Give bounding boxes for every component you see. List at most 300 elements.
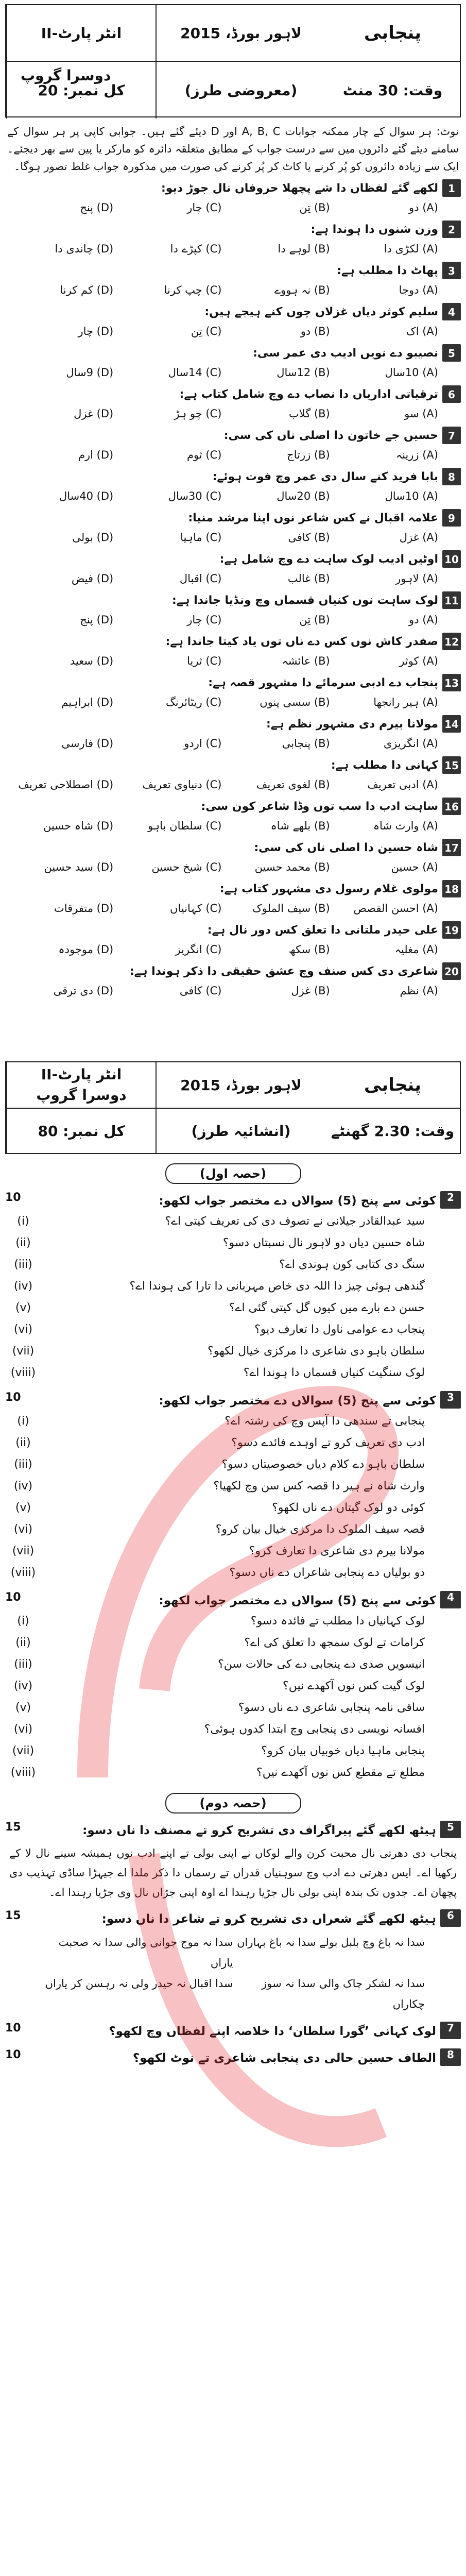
total-marks-label-2: کل نمبر: 80	[38, 1122, 125, 1140]
mcq-option[interactable]: (B) غالب	[287, 572, 330, 585]
mcq-options	[5, 900, 438, 917]
mcq-option[interactable]: (B) کافی	[288, 531, 330, 544]
sub-question	[5, 1562, 425, 1584]
sub-question-text: سلطان باہو دے کلام دیاں خصوصیتاں دسو؟	[221, 1458, 425, 1471]
mcq-item	[5, 962, 461, 999]
mcq-item	[5, 221, 461, 258]
mcq-number: 12	[442, 633, 461, 650]
sub-question	[5, 1519, 425, 1540]
sub-question	[5, 1719, 425, 1740]
mcq-body	[5, 798, 438, 835]
mcq-option[interactable]: (D) سید حسین	[44, 861, 114, 873]
sub-question	[5, 1319, 425, 1341]
mcq-item	[5, 262, 461, 299]
mcq-option[interactable]: (D) چاندی دا	[55, 243, 114, 255]
mcq-number: 4	[442, 303, 461, 320]
mcq-option[interactable]: (D) فیض	[71, 572, 114, 585]
mcq-item	[5, 179, 461, 216]
class-label-2	[7, 1062, 156, 1109]
mcq-item	[5, 427, 461, 464]
sub-question	[5, 1454, 425, 1476]
mcq-item	[5, 550, 461, 587]
objective-header	[5, 4, 461, 117]
sub-question-number: (vii)	[12, 1345, 34, 1358]
mcq-option[interactable]: (C) چو ہڑ	[174, 408, 222, 420]
sub-question	[5, 1341, 425, 1362]
mcq-item	[5, 633, 461, 670]
board-box	[156, 5, 325, 118]
question-4	[5, 1591, 461, 1784]
mcq-question: لوک ساہت نوں کنیاں قسماں وچ ونڈیا جاندا ہے:	[171, 594, 438, 607]
mcq-number: 5	[442, 344, 461, 362]
mcq-number: 2	[442, 221, 461, 238]
mcq-option[interactable]: (B) سکھ	[288, 943, 330, 956]
mcq-item	[5, 715, 461, 752]
mcq-option[interactable]: (C) کافی	[179, 985, 222, 997]
mcq-question: حسیں جے خاتون دا اصلی ناں کی سی:	[223, 429, 438, 442]
mcq-question: کہانی دا مطلب ہے:	[331, 759, 438, 772]
mcq-option[interactable]: (B) تِن	[299, 614, 330, 626]
sub-question-text: شاہ حسین دیاں دو لاہور نال نسبتاں دسو؟	[222, 1236, 425, 1249]
class-group-box-2	[6, 1062, 156, 1153]
mcq-number: 10	[442, 550, 461, 568]
class-label: انٹر پارٹ-II	[7, 5, 156, 62]
mcq-option[interactable]: (B) عائشہ	[282, 655, 330, 667]
mcq-body	[5, 179, 438, 216]
question-text: ہیٹھ لکھے گئے پیراگراف دی تشریح کرو تے مصنف دا ناں دسو:	[82, 1824, 436, 1837]
mcq-question: پنجاب دے ادبی سرمائے دا مشہور قصہ ہے:	[208, 676, 438, 689]
sub-question-number: (vii)	[12, 1545, 34, 1557]
sub-question-number: (iv)	[13, 1280, 33, 1293]
exam-page	[5, 4, 461, 2068]
mcq-number: 9	[442, 509, 461, 527]
board-year-label: لاہور بورڈ، 2015	[157, 5, 325, 62]
mcq-number: 19	[442, 921, 461, 939]
sub-question-text: لوک کہانیاں دا مطلب تے فائدہ دسو؟	[250, 1615, 425, 1628]
sub-question-text: افسانہ نویسی دی پنجابی وچ ابتدا کدوں ہوئی؟	[204, 1723, 425, 1736]
sub-question	[5, 1476, 425, 1497]
sub-question-number: (viii)	[10, 1566, 36, 1579]
mcq-number: 6	[442, 385, 461, 403]
sub-question-text: پنجاب دے عوامی ناول دا تعارف دیو؟	[254, 1323, 425, 1336]
question-heading	[5, 1391, 461, 1411]
sub-question	[5, 1411, 425, 1432]
mcq-item	[5, 839, 461, 876]
mcq-question: لکھے گئے لفظاں دا شے پچھلا حروفاں نال جوڑ دیو:	[161, 182, 438, 195]
subject-box	[325, 5, 460, 118]
question-text: الطاف حسین حالی دی پنجابی شاعری تے نوٹ لکھو؟	[132, 2052, 436, 2065]
question-number: 2	[440, 1191, 461, 1209]
question-marks: 10	[5, 1191, 21, 1204]
section-one-title: (حصہ اول)	[165, 1163, 301, 1184]
mcq-option[interactable]: (D) بولی	[72, 531, 114, 544]
mcq-body	[5, 262, 438, 299]
mcq-number: 3	[442, 262, 461, 279]
mcq-options	[5, 240, 438, 258]
mcq-option[interactable]: (B) گلاب	[288, 408, 330, 420]
sub-question-text: سید عبدالقادر جیلانی نے تصوف دی کی تعریف کیتی اے؟	[165, 1215, 425, 1228]
mcq-option[interactable]: (D) 9سال	[66, 366, 114, 379]
mcq-options	[5, 364, 438, 381]
board-box-2	[156, 1062, 325, 1153]
sub-question-text: سلطان باہو دی شاعری دا مرکزی خیال لکھو؟	[208, 1345, 425, 1358]
mcq-number: 11	[442, 591, 461, 609]
mcq-option[interactable]: (A) احسن القصص	[353, 902, 438, 914]
mcq-option[interactable]: (D) دی ترقی	[53, 985, 114, 997]
mcq-item	[5, 921, 461, 958]
sub-question-text: پنجابی تے سندھی دا آپس وچ کی رشتہ اے؟	[225, 1415, 425, 1428]
mcq-option[interactable]: (B) سسی پنوں	[260, 696, 330, 708]
mcq-option[interactable]: (D) فارسی	[61, 737, 114, 750]
mcq-number: 20	[442, 962, 461, 980]
mcq-option[interactable]: (D) اصطلاحی تعریف	[18, 778, 114, 791]
mcq-question: ساہت ادب دا سب توں وڈا شاعر کون سی:	[201, 800, 438, 813]
sub-question-number: (ii)	[15, 1236, 31, 1249]
mcq-number: 14	[442, 715, 461, 733]
sub-question	[5, 1362, 425, 1384]
total-marks-label: کل نمبر: 20	[38, 81, 125, 99]
sub-question-number: (viii)	[10, 1766, 36, 1779]
mcq-option[interactable]: (A) نظم	[400, 985, 438, 997]
mcq-option[interactable]: (B) 20سال	[277, 490, 330, 502]
mcq-question: شاعری دی کس صنف وچ عشق حقیقی دا ذکر ہوندا ہے:	[129, 965, 438, 978]
mcq-option[interactable]: (D) متفرقات	[54, 902, 114, 914]
mcq-body	[5, 756, 438, 793]
sub-question	[5, 1497, 425, 1519]
mcq-option[interactable]: (A) ادبی تعریف	[367, 778, 438, 791]
mcq-option[interactable]: (C) سلطان باہو	[148, 820, 222, 832]
mcq-item	[5, 756, 461, 793]
question-heading	[5, 1591, 461, 1611]
sub-question	[5, 1675, 425, 1697]
mcq-option[interactable]: (C) اقبال	[179, 572, 222, 585]
question-number: 7	[440, 2022, 461, 2039]
mcq-question: مولوی غلام رسول دی مشہور کتاب ہے:	[219, 883, 438, 895]
time-label: وقت: 30 منٹ	[342, 81, 443, 99]
question-marks: 10	[5, 1391, 21, 1404]
mcq-options	[5, 199, 438, 216]
mcq-option[interactable]: (D) ارم	[78, 449, 114, 461]
mcq-option[interactable]: (B) تِن	[299, 201, 330, 214]
mcq-option[interactable]: (C) تِن	[191, 325, 222, 337]
mcq-options	[5, 652, 438, 670]
mcq-options	[5, 487, 438, 505]
sub-question-text: پنجابی ماہیا دیاں خوبیاں بیان کرو؟	[261, 1744, 425, 1757]
mcq-option[interactable]: (A) کوثر	[399, 655, 438, 667]
poem-line: سدا اقبال نہ حیدر ولی نہ رہسن کر یاراں	[45, 1977, 233, 1990]
sub-question-number: (vii)	[12, 1744, 34, 1757]
mcq-body	[5, 344, 438, 381]
mcq-option[interactable]: (D) 40سال	[59, 490, 114, 502]
mcq-option[interactable]: (C) 30سال	[168, 490, 222, 502]
mcq-question: صفدر کاش نوں کس دے ناں توں یاد کیتا جاندا ہے:	[165, 635, 438, 648]
mcq-number: 7	[442, 427, 461, 444]
mcq-option[interactable]: (D) شاہ حسین	[43, 820, 114, 832]
question-marks: 15	[5, 1909, 21, 1922]
mcq-option[interactable]: (A) ہیر رانجھا	[373, 696, 438, 708]
mcq-body	[5, 962, 438, 999]
mcq-options	[5, 776, 438, 793]
sub-question	[5, 1654, 425, 1675]
sub-question	[5, 1740, 425, 1762]
question-number: 3	[440, 1391, 461, 1409]
mcq-option[interactable]: (A) 10سال	[385, 366, 438, 379]
mcq-body	[5, 221, 438, 258]
mcq-option[interactable]: (A) وارث شاہ	[373, 820, 438, 832]
mcq-options	[5, 693, 438, 711]
question-text: کوئی سے پنج (5) سوالاں دے مختصر جواب لکھو:	[159, 1194, 436, 1208]
mcq-option[interactable]: (A) اک	[406, 325, 438, 337]
question-3	[5, 1391, 461, 1584]
mcq-option[interactable]: (D) کم کرنا	[60, 284, 114, 296]
mcq-options	[5, 570, 438, 587]
sub-question	[5, 1297, 425, 1319]
sub-question-number: (iv)	[13, 1680, 33, 1692]
mcq-question: نصیبو دے نویں ادیب دی عمر سی:	[253, 347, 438, 360]
mcq-body	[5, 921, 438, 958]
sub-question-number: (viii)	[10, 1366, 36, 1379]
mcq-option[interactable]: (B) لغوی تعریف	[256, 778, 330, 791]
mcq-option[interactable]: (B) دو	[300, 325, 330, 337]
sub-question-number: (vi)	[13, 1723, 33, 1736]
mcq-number: 18	[442, 880, 461, 897]
sub-question-text: حسن دے بارے میں کیوں گل کیتی گئی اے؟	[229, 1301, 425, 1314]
mcq-options	[5, 735, 438, 752]
sub-question-number: (ii)	[15, 1436, 31, 1449]
mcq-item	[5, 798, 461, 835]
mcq-option[interactable]: (C) شیخ حسین	[151, 861, 222, 873]
mcq-options	[5, 281, 438, 299]
subject-label: پنجابی	[325, 5, 460, 62]
question-heading	[5, 1191, 461, 1211]
mcq-question: بابا فرید کنے سال دی عمر وچ فوت ہوئے:	[212, 470, 438, 483]
mcq-number: 13	[442, 674, 461, 691]
mcq-question: وزن شنوں دا ہوندا ہے:	[310, 223, 438, 236]
mcq-option[interactable]: (A) لاہور	[395, 572, 438, 585]
mcq-number: 15	[442, 756, 461, 774]
mcq-body	[5, 385, 438, 422]
sub-question	[5, 1697, 425, 1719]
mcq-question: علامہ اقبال نے کس شاعر نوں اپنا مرشد منیا:	[188, 512, 438, 524]
mcq-option[interactable]: (C) چار	[187, 201, 222, 214]
mcq-question: شاہ حسین دا اصلی ناں کی سی:	[254, 841, 438, 854]
mcq-option[interactable]: (A) حسین	[391, 861, 438, 873]
sub-question-text: وارث شاہ نے ہیر دا قصہ کس سن وچ لکھیا؟	[213, 1480, 425, 1493]
sub-question	[5, 1540, 425, 1562]
group-text-2: دوسرا گروپ	[36, 1087, 127, 1104]
mcq-item	[5, 303, 461, 340]
mcq-option[interactable]: (C) ثوم	[187, 449, 222, 461]
sub-question-text: قصہ سیف الملوک دا مرکزی خیال بیان کرو؟	[215, 1523, 425, 1536]
mcq-item	[5, 385, 461, 422]
sub-question-text: ساقی نامہ پنجابی شاعری دے ناں دسو؟	[238, 1701, 425, 1714]
question-6	[5, 1909, 461, 1929]
sub-question-number: (iv)	[13, 1480, 33, 1493]
question-number: 6	[440, 1909, 461, 1927]
class-text-2: انٹر پارٹ-II	[41, 1066, 122, 1083]
mcq-option[interactable]: (C) 14سال	[168, 366, 222, 379]
mcq-option[interactable]: (C) چار	[187, 614, 222, 626]
sub-question-text: گندھی ہوئی چیز دا اللہ دی خاص مہربانی دا تارا کی ہوندا اے؟	[129, 1280, 425, 1293]
mcq-option[interactable]: (D) ابراہیم	[61, 696, 114, 708]
mcq-option[interactable]: (D) پنج	[80, 614, 114, 626]
mcq-option[interactable]: (B) محمد حسین	[254, 861, 330, 873]
sub-question-text: لوک گیت کس نوں آکھدے نیں؟	[283, 1680, 425, 1692]
sub-question-number: (i)	[17, 1615, 29, 1628]
question-2	[5, 1191, 461, 1384]
mcq-option[interactable]: (D) موجودہ	[58, 943, 114, 956]
sub-question-number: (iii)	[14, 1258, 32, 1271]
sub-question-text: کرامات تے لوک سمجھ دا تعلق کی اے؟	[244, 1636, 425, 1649]
mcq-item	[5, 344, 461, 381]
sub-question-text: ادب دی تعریف کرو تے اوہدے فائدے دسو؟	[231, 1436, 425, 1449]
mcq-option[interactable]: (B) بلھے شاہ	[270, 820, 330, 832]
mcq-options	[5, 405, 438, 422]
question-text: ہیٹھ لکھے گئے شعراں دی تشریح کرو تے شاعر دا ناں دسو:	[101, 1912, 436, 1926]
mcq-option[interactable]: (C) کپڑے دا	[170, 243, 222, 255]
question-5	[5, 1821, 461, 1840]
mcq-number: 1	[442, 179, 461, 197]
sub-question	[5, 1254, 425, 1276]
question-text: لوک کہانی ’گورا سلطان‘ دا خلاصہ اپنے لفظاں وچ لکھو؟	[109, 2025, 436, 2038]
mcq-number: 16	[442, 798, 461, 815]
poem-line: سدا نہ موج جوانی والی سدا نہ صحبت یاراں	[58, 1936, 233, 1969]
mcq-number: 8	[442, 468, 461, 485]
sub-question	[5, 1611, 425, 1632]
sub-question	[5, 1762, 425, 1784]
mcq-question: سلیم کوثر دیاں غزلاں چوں کنے ہیجے ہیں:	[204, 306, 438, 318]
mcq-option[interactable]: (C) انگریز	[175, 943, 222, 956]
mcq-option[interactable]: (B) لوہے دا	[278, 243, 330, 255]
mcq-options	[5, 858, 438, 876]
section-two-title: (حصہ دوم)	[165, 1793, 301, 1814]
mcq-options	[5, 323, 438, 340]
mcq-item	[5, 468, 461, 505]
poem-line: سدا نہ باغ وچ بلبل بولے سدا نہ باغ بہاراں	[237, 1936, 425, 1948]
question-7	[5, 2022, 461, 2041]
mcq-option[interactable]: (B) غزل	[291, 985, 330, 997]
mcq-option[interactable]: (D) چار	[78, 325, 114, 337]
sub-question-number: (ii)	[15, 1636, 31, 1649]
question-text: کوئی سے پنج (5) سوالاں دے مختصر جواب لکھو:	[159, 1594, 436, 1607]
board-year-label-2: لاہور بورڈ، 2015	[157, 1062, 325, 1109]
mcq-number: 17	[442, 839, 461, 856]
mcq-option[interactable]: (A) دو	[409, 614, 438, 626]
mcq-option[interactable]: (A) زرینہ	[395, 449, 438, 461]
question-text: کوئی سے پنج (5) سوالاں دے مختصر جواب لکھو:	[159, 1394, 436, 1408]
mcq-options	[5, 446, 438, 464]
mcq-option[interactable]: (A) مغلیہ	[394, 943, 438, 956]
mcq-option[interactable]: (A) دو	[409, 201, 438, 214]
sub-question-text: دو بولیاں دے پنجابی شاعراں دے ناں دسو؟	[229, 1566, 425, 1579]
mcq-body	[5, 633, 438, 670]
mcq-option[interactable]: (C) اردو	[184, 737, 222, 750]
sub-question-number: (vi)	[13, 1323, 33, 1336]
subject-label-2: پنجابی	[325, 1062, 460, 1109]
sub-question-number: (v)	[15, 1301, 31, 1314]
time-label-2: وقت: 2.30 گھنٹے	[331, 1122, 455, 1140]
sub-question-number: (i)	[17, 1215, 29, 1228]
sub-question-text: انیسویں صدی دے پنجابی دے کی حالات سن؟	[218, 1658, 425, 1671]
question-number: 5	[440, 1821, 461, 1838]
sub-question-number: (v)	[15, 1701, 31, 1714]
question-number: 4	[440, 1591, 461, 1608]
mcq-options	[5, 817, 438, 835]
mcq-body	[5, 839, 438, 876]
sub-question	[5, 1632, 425, 1654]
mcq-body	[5, 550, 438, 587]
mcq-option[interactable]: (D) غزل	[74, 408, 114, 420]
mcq-question: پھاٹ دا مطلب ہے:	[337, 264, 438, 277]
mcq-options	[5, 529, 438, 546]
mcq-option[interactable]: (B) زرتاج	[287, 449, 330, 461]
question-marks: 15	[5, 1821, 21, 1834]
sub-question-number: (iii)	[14, 1658, 32, 1671]
question-6-poem	[41, 1932, 425, 2014]
group-label: دوسرا گروپ	[21, 67, 111, 84]
mcq-option[interactable]: (B) سیف الملوک	[252, 902, 330, 914]
sub-question-text: سنگ دی کتابی کون ہوندی اے؟	[279, 1258, 425, 1271]
sub-question-number: (vi)	[13, 1523, 33, 1536]
instructions: نوٹ: ہر سوال کے چار ممکنہ جوابات A, B, C اور D دیئے گئے ہیں۔ جوابی کاپی پر ہر سوال کے سامنے دیئے گئے دائروں میں سے درست جواب کے مطابق متعلقہ دائرہ کو مارکر یا پین سے بھر دیجئے۔ ایک سے زیادہ دائروں کو پُر کرنے یا کاٹ کر پُر کرنے کی صورت میں مذکورہ جواب غلط تصور ہوگا۔	[7, 125, 459, 173]
mcq-options	[5, 611, 438, 629]
question-marks: 10	[5, 1591, 21, 1604]
mcq-option[interactable]: (C) کہانیاں	[170, 902, 222, 914]
mcq-option[interactable]: (C) ماہیا	[180, 531, 222, 544]
mcq-option[interactable]: (A) غزل	[399, 531, 438, 544]
question-marks: 10	[5, 2048, 21, 2061]
subject-box-2	[325, 1062, 460, 1153]
sub-question-text: کوئی دو لوک گیتاں دے ناں لکھو؟	[272, 1501, 425, 1514]
mcq-option[interactable]: (C) ثریا	[187, 655, 222, 667]
mcq-option[interactable]: (A) 10سال	[385, 490, 438, 502]
paper-type-label-2: (انشائیہ طرز)	[191, 1122, 291, 1140]
mcq-list	[5, 179, 461, 999]
mcq-options	[5, 941, 438, 958]
mcq-question: ترقیاتی اداریاں دا نصاب دے وچ شامل کتاب ہے:	[179, 388, 438, 401]
sub-question-number: (i)	[17, 1415, 29, 1428]
mcq-option[interactable]: (A) سو	[404, 408, 438, 420]
mcq-option[interactable]: (A) انگریزی	[383, 737, 438, 750]
sub-question-number: (v)	[15, 1501, 31, 1514]
mcq-option[interactable]: (C) دنیاوی تعریف	[142, 778, 222, 791]
short-questions	[5, 1191, 461, 1784]
mcq-body	[5, 715, 438, 752]
mcq-option[interactable]: (B) پنجابی	[282, 737, 330, 750]
mcq-body	[5, 509, 438, 546]
sub-question	[5, 1232, 425, 1254]
sub-question	[5, 1276, 425, 1297]
mcq-option[interactable]: (C) چپ کرنا	[164, 284, 222, 296]
mcq-option[interactable]: (A) لکڑی دا	[384, 243, 438, 255]
mcq-option[interactable]: (C) ریٹائرنگ	[165, 696, 222, 708]
mcq-body	[5, 427, 438, 464]
mcq-body	[5, 591, 438, 629]
mcq-body	[5, 880, 438, 917]
question-marks: 10	[5, 2022, 21, 2035]
mcq-option[interactable]: (D) پنج	[80, 201, 114, 214]
mcq-option[interactable]: (D) سعید	[70, 655, 114, 667]
sub-question-number: (iii)	[14, 1458, 32, 1471]
question-number: 8	[440, 2048, 461, 2066]
subjective-header	[5, 1061, 461, 1154]
mcq-options	[5, 982, 438, 999]
sub-question	[5, 1432, 425, 1454]
mcq-body	[5, 674, 438, 711]
mcq-option[interactable]: (B) نہ ہووے	[274, 284, 330, 296]
mcq-option[interactable]: (B) 12سال	[277, 366, 330, 379]
mcq-option[interactable]: (A) دوجا	[399, 284, 438, 296]
